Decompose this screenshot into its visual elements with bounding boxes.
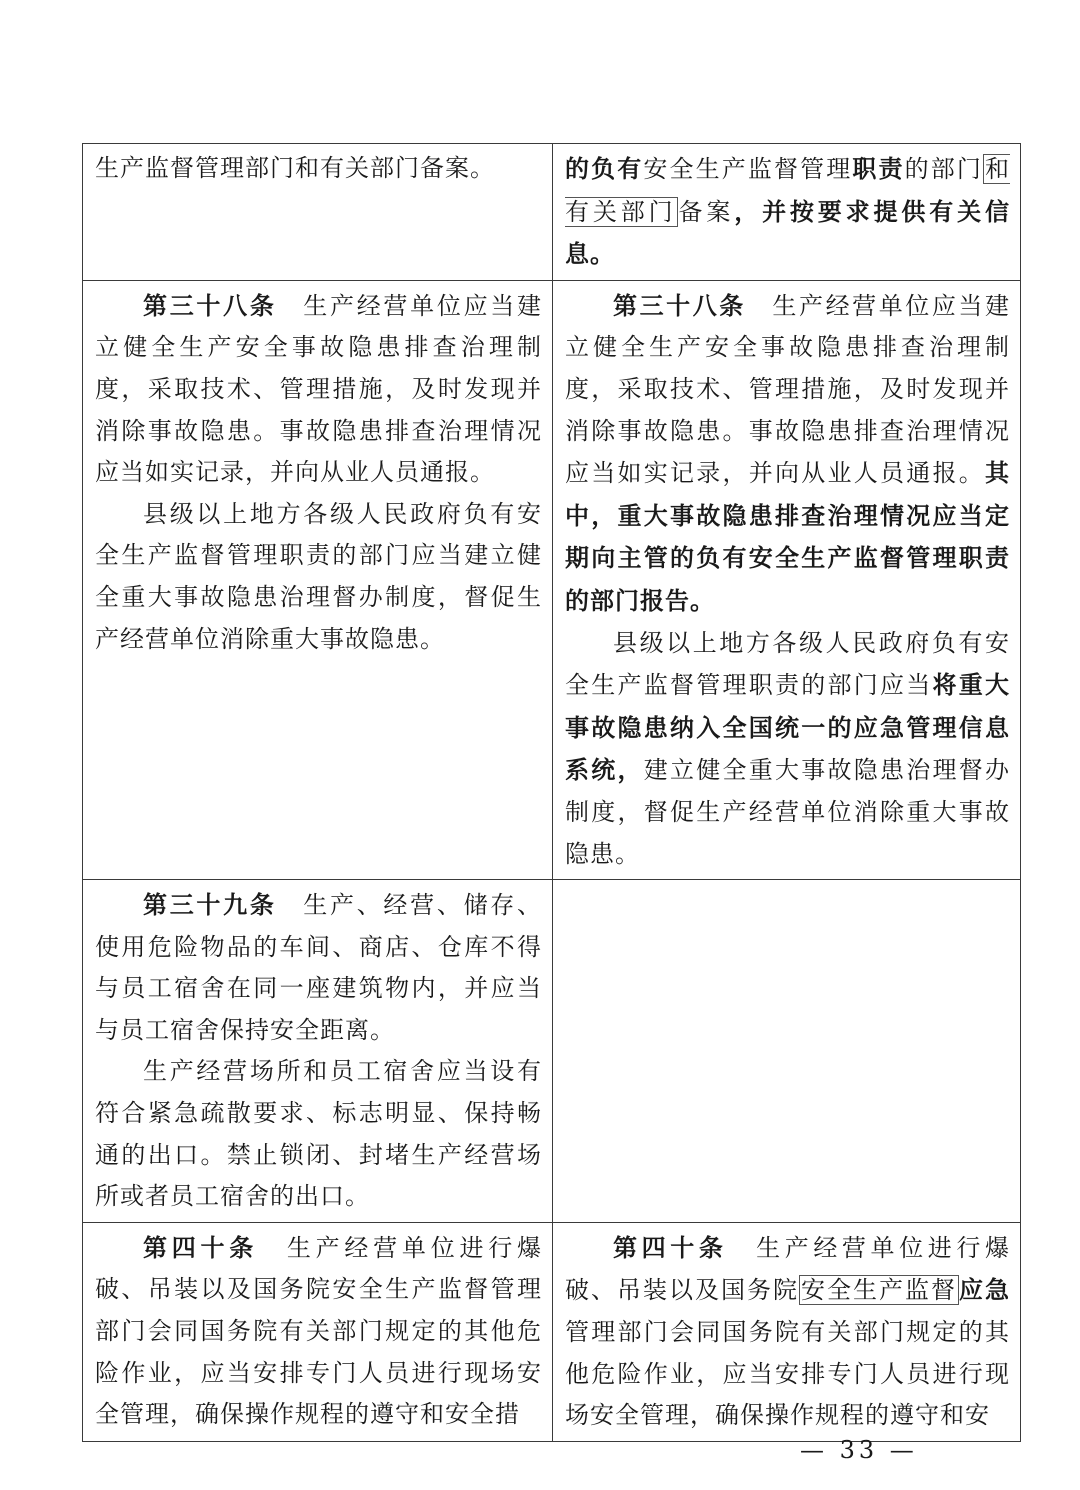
paragraph [95,884,542,1051]
paragraph [95,494,542,660]
bold-revised-text: 将重大事故隐患纳入全国统一的应急管理信息系统， [565,670,1010,785]
text-run: 生产经营场所和员工宿舍应当设有符合紧急疏散要求、标志明显、保持畅通的出口。禁止锁闭、封堵生产经营场所或者员工宿舍的出口。 [95,1057,542,1211]
text-run: 安全生产监督管理 [643,155,853,183]
paragraph [565,285,1010,623]
right-cell [553,144,1021,281]
paragraph [565,1227,1010,1437]
boxed-deleted-text: 安全生产监督 [801,1276,957,1305]
right-cell [553,880,1021,1223]
left-cell [83,144,553,281]
paragraph [565,623,1010,876]
page-number: — 33 — [800,1436,918,1464]
text-run: 生产监督管理部门和有关部门备案。 [95,154,495,182]
paragraph [565,148,1010,276]
text-run: 县级以上地方各级人民政府负有安全生产监督管理职责的部门应当建立健全重大事故隐患治理督办制度，督促生产经营单位消除重大事故隐患。 [95,499,542,653]
text-run: 的部门 [904,155,983,183]
bold-revised-text: 应急 [959,1275,1010,1305]
left-cell [83,280,553,879]
text-run: 建立健全重大事故隐患治理督办制度，督促生产经营单位消除重大事故隐患。 [565,756,1010,868]
bold-revised-text: 第四十条 [613,1232,728,1262]
bold-revised-text: 职责 [852,154,905,183]
left-cell [83,1222,553,1441]
paragraph [95,1051,542,1217]
comparison-table [82,143,1021,1442]
paragraph [95,148,542,190]
bold-revised-text: 第三十九条 [143,890,277,920]
table-row [83,280,1021,879]
table-row [83,880,1021,1223]
right-cell [553,280,1021,879]
text-run: 生产经营单位进行爆破、吊装以及国务院安全生产监督管理部门会同国务院有关部门规定的其他危险作业，应当安排专门人员进行现场安全管理，确保操作规程的遵守和安全措 [95,1233,543,1429]
left-cell [83,880,553,1223]
text-run: 生产、经营、储存、使用危险物品的车间、商店、仓库不得与员工宿舍在同一座建筑物内，并应当与员工宿舍保持安全距离。 [95,891,543,1044]
bold-revised-text: 第三十八条 [143,290,277,320]
text-run: 生产经营单位应当建立健全生产安全事故隐患排查治理制度，采取技术、管理措施，及时发现并消除事故隐患。事故隐患排查治理情况应当如实记录，并向从业人员通报。 [95,291,543,487]
right-cell [553,1222,1021,1441]
text-run: 管理部门会同国务院有关部门规定的其他危险作业，应当安排专门人员进行现场安全管理，确保操作规程的遵守和安 [565,1318,1010,1430]
boxed-deleted-text: 和有关部门 [565,155,1010,226]
bold-revised-text: ，并按要求提供有关信息。 [565,196,1011,269]
bold-revised-text: 其中，重大事故隐患排查治理情况应当定期向主管的负有安全生产监督管理职责的部门报告。 [565,458,1010,615]
text-run: 县级以上地方各级人民政府负有安全生产监督管理职责的部门应当 [565,628,1010,700]
comparison-table-body [83,144,1021,1442]
text-run: 生产经营单位应当建立健全生产安全事故隐患排查治理制度，采取技术、管理措施，及时发现并消除事故隐患。事故隐患排查治理情况应当如实记录，并向从业人员通报。 [565,291,1011,488]
paragraph [95,1227,542,1436]
table-row [83,1222,1021,1441]
bold-revised-text: 第三十八条 [613,290,746,320]
paragraph [95,285,542,494]
table-row [83,144,1021,281]
text-run: 备案 [678,197,735,226]
text-run: 生产经营单位进行爆破、吊装以及国务院 [565,1233,1011,1305]
bold-revised-text: 第四十条 [143,1232,259,1262]
bold-revised-text: 的负有 [565,154,644,183]
